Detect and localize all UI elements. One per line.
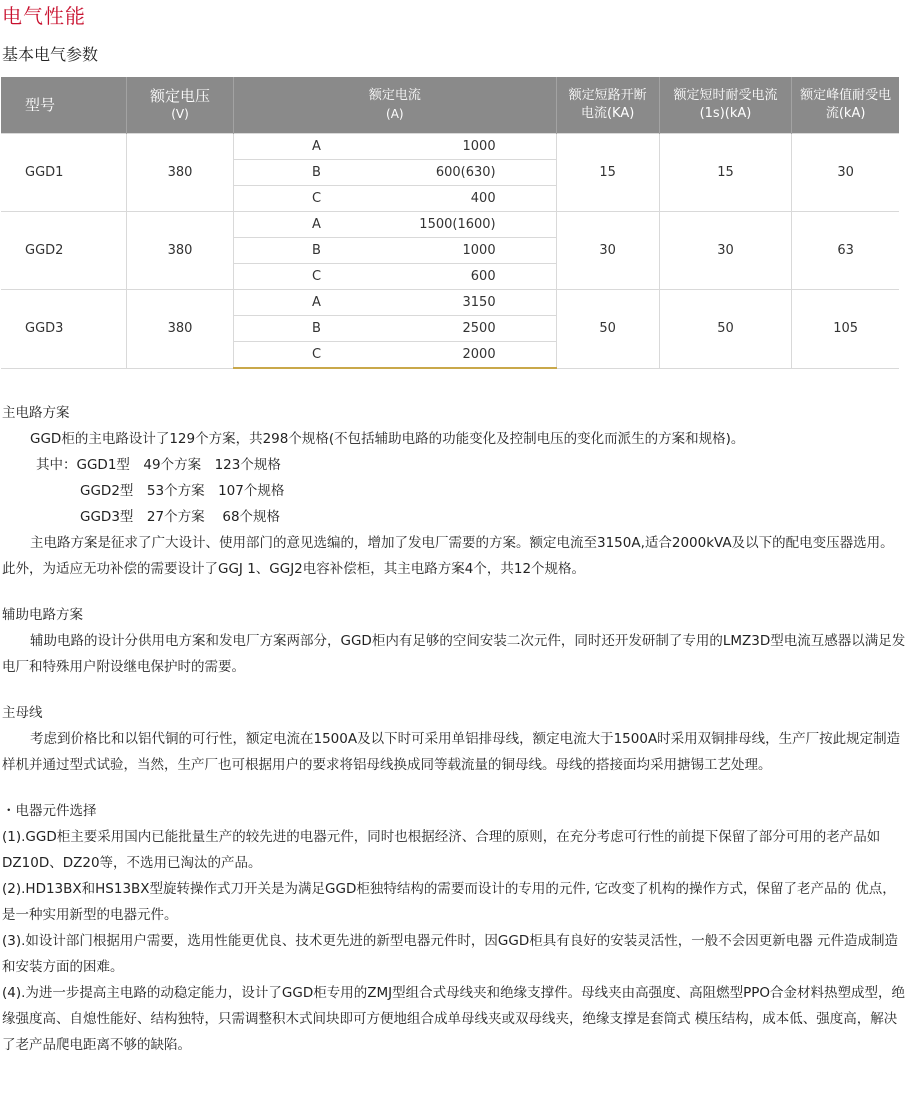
cell-current: 1500(1600): [419, 212, 556, 238]
components-item2: (2).HD13BX和HS13BX型旋转操作式刀开关是为满足GGD柜独特结构的需要而设计的专用的元件, 它改变了机构的操作方式，保留了老产品的 优点，是一种实用新型的电器元件。: [2, 881, 896, 923]
cell-short-break: 50: [556, 290, 659, 369]
page-title: 电气性能: [2, 4, 86, 28]
cell-short-time: 30: [659, 212, 792, 290]
cell-grade: A: [234, 290, 420, 316]
busbar-body: 考虑到价格比和以铝代铜的可行性，额定电流在1500A及以下时可采用单铝排母线，额定电流大于1500A时采用双铜排母线，生产厂按此规定制造样机并通过型式试验，当然，生产厂也可根据用户的要求将铝母线换成同等载流量的铜母线。母线的搭接面均采用搪锡工艺处理。: [2, 731, 901, 773]
cell-voltage: 380: [127, 212, 234, 290]
header-current-label: 额定电流: [368, 88, 421, 103]
cell-grade: C: [234, 186, 420, 212]
cell-current: 400: [419, 186, 556, 212]
cell-voltage: 380: [127, 290, 234, 369]
cell-current: 1000: [419, 134, 556, 160]
header-short-break: 额定短路开断电流(KA): [556, 77, 659, 134]
header-short-time: 额定短时耐受电流(1s)(kA): [659, 77, 792, 134]
cell-grade: A: [234, 134, 420, 160]
main-circuit-body: 主电路方案是征求了广大设计、使用部门的意见选编的，增加了发电厂需要的方案。额定电流至3150A,适合2000kVA及以下的配电变压器选用。此外，为适应无功补偿的需要设计了GGJ 1、GGJ2电容补偿柜，其主电路方案4个，共12个规格。: [2, 535, 894, 577]
cell-voltage: 380: [127, 134, 234, 212]
section-subtitle: 基本电气参数: [2, 45, 99, 64]
electrical-params-table: [1, 77, 899, 369]
components-item1: (1).GGD柜主要采用国内已能批量生产的较先进的电器元件，同时也根据经济、合理的原则，在充分考虑可行性的前提下保留了部分可用的老产品如DZ10D、DZ20等，不选用已淘汰的产品。: [2, 829, 881, 871]
cell-peak: 30: [792, 134, 899, 212]
header-peak: 额定峰值耐受电流(kA): [792, 77, 899, 134]
components-item4: (4).为进一步提高主电路的动稳定能力，设计了GGD柜专用的ZMJ型组合式母线夹和绝缘支撑件。母线夹由高强度、高阻燃型PPO合金材料热塑成型，绝缘强度高、自熄性能好、结构独特，只需调整积木式间块即可方便地组合成单母线夹或双母线夹，绝缘支撑是套筒式 模压结构，成本低、强度高，解决了老产品爬电距离不够的缺陷。: [2, 985, 906, 1053]
cell-current: 2000: [419, 342, 556, 369]
components-item3: (3).如设计部门根据用户需要，选用性能更优良、技术更先进的新型电器元件时，因GGD柜具有良好的安装灵活性，一般不会因更新电器 元件造成制造和安装方面的困难。: [2, 933, 899, 975]
main-circuit-intro: GGD柜的主电路设计了129个方案，共298个规格(不包括辅助电路的功能变化及控制电压的变化而派生的方案和规格)。: [30, 431, 745, 447]
aux-circuit-heading: 辅助电路方案: [2, 607, 83, 623]
cell-current: 1000: [419, 238, 556, 264]
cell-grade: A: [234, 212, 420, 238]
main-circuit-heading: 主电路方案: [2, 405, 70, 421]
cell-grade: C: [234, 264, 420, 290]
cell-short-break: 30: [556, 212, 659, 290]
aux-circuit-body: 辅助电路的设计分供用电方案和发电厂方案两部分，GGD柜内有足够的空间安装二次元件，同时还开发研制了专用的LMZ3D型电流互感器以满足发电厂和特殊用户附设继电保护时的需要。: [2, 633, 906, 675]
cell-current: 3150: [419, 290, 556, 316]
cell-model: GGD3: [1, 290, 127, 369]
header-voltage: [127, 77, 234, 134]
main-circuit-line2: GGD2型 53个方案 107个规格: [80, 483, 285, 499]
header-current-unit: (A): [386, 107, 404, 121]
header-model: 型号: [1, 77, 127, 134]
cell-model: GGD2: [1, 212, 127, 290]
header-voltage-label: 额定电压: [150, 87, 211, 105]
cell-current: 600: [419, 264, 556, 290]
cell-short-time: 50: [659, 290, 792, 369]
cell-grade: B: [234, 238, 420, 264]
cell-model: GGD1: [1, 134, 127, 212]
cell-grade: B: [234, 160, 420, 186]
cell-current: 2500: [419, 316, 556, 342]
table-row: [1, 134, 899, 160]
main-circuit-line3: GGD3型 27个方案 68个规格: [80, 509, 281, 525]
table-row: [1, 290, 899, 316]
header-current: [234, 77, 557, 134]
cell-grade: C: [234, 342, 420, 369]
components-heading: ・电器元件选择: [2, 803, 97, 819]
cell-peak: 105: [792, 290, 899, 369]
busbar-heading: 主母线: [2, 705, 43, 721]
cell-peak: 63: [792, 212, 899, 290]
cell-current: 600(630): [419, 160, 556, 186]
main-circuit-line1: 其中：GGD1型 49个方案 123个规格: [36, 457, 281, 473]
table-header-row: [1, 77, 899, 134]
cell-grade: B: [234, 316, 420, 342]
cell-short-break: 15: [556, 134, 659, 212]
header-voltage-unit: (V): [171, 107, 189, 121]
table-row: [1, 212, 899, 238]
body-text: [2, 400, 907, 1058]
cell-short-time: 15: [659, 134, 792, 212]
